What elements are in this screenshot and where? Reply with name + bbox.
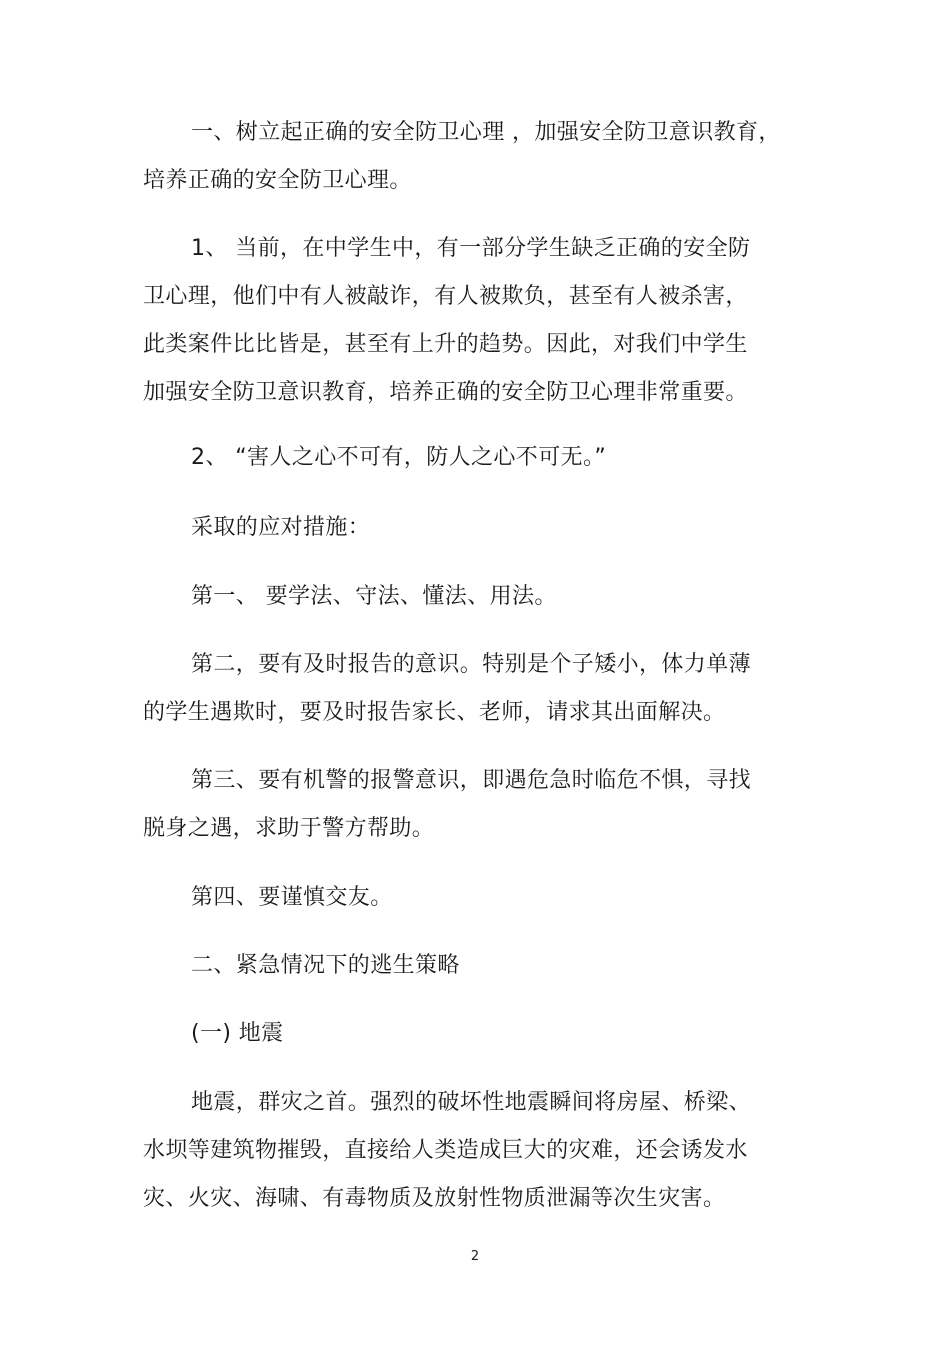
paragraph-item-2 — [143, 434, 753, 482]
text-line: 卫心理，他们中有人被敲诈，有人被欺负，甚至有人被杀害， — [143, 284, 748, 309]
paragraph-measure-2 — [143, 641, 753, 737]
text-line: (一) 地震 — [191, 1021, 284, 1046]
subsection-heading-earthquake — [143, 1010, 753, 1058]
text-line: 灾、火灾、海啸、有毒物质及放射性物质泄漏等次生灾害。 — [143, 1186, 726, 1211]
text-line: 采取的应对措施： — [191, 515, 371, 540]
text-line: 水坝等建筑物摧毁，直接给人类造成巨大的灾难，还会诱发水 — [143, 1138, 748, 1163]
text-line: 第一、 要学法、守法、懂法、用法。 — [191, 584, 557, 609]
text-line: 一、树立起正确的安全防卫心理 ，加强安全防卫意识教育， — [191, 120, 781, 145]
section-heading-1 — [143, 109, 781, 205]
paragraph-measure-1 — [143, 573, 753, 621]
text-line: 第四、要谨慎交友。 — [191, 885, 393, 910]
paragraph-earthquake — [143, 1079, 753, 1223]
section-heading-2 — [143, 942, 753, 990]
text-line: 2、 “害人之心不可有，防人之心不可无。” — [191, 445, 607, 470]
text-line: 二、紧急情况下的逃生策略 — [191, 953, 460, 978]
text-line: 加强安全防卫意识教育，培养正确的安全防卫心理非常重要。 — [143, 380, 748, 405]
paragraph-item-1 — [143, 225, 753, 417]
paragraph-measure-4 — [143, 874, 753, 922]
paragraph-measure-3 — [143, 757, 753, 853]
page-number: 2 — [470, 1249, 480, 1264]
text-line: 1、 当前，在中学生中，有一部分学生缺乏正确的安全防 — [191, 236, 751, 261]
text-line: 脱身之遇，求助于警方帮助。 — [143, 816, 435, 841]
text-line: 此类案件比比皆是，甚至有上升的趋势。因此，对我们中学生 — [143, 332, 748, 357]
text-line: 的学生遇欺时，要及时报告家长、老师，请求其出面解决。 — [143, 700, 726, 725]
text-line: 第二，要有及时报告的意识。特别是个子矮小，体力单薄 — [191, 652, 752, 677]
paragraph-measures-heading — [143, 504, 753, 552]
text-line: 第三、要有机警的报警意识，即遇危急时临危不惧，寻找 — [191, 768, 752, 793]
text-line: 地震，群灾之首。强烈的破坏性地震瞬间将房屋、桥梁、 — [191, 1090, 752, 1115]
text-line: 培养正确的安全防卫心理。 — [143, 168, 412, 193]
